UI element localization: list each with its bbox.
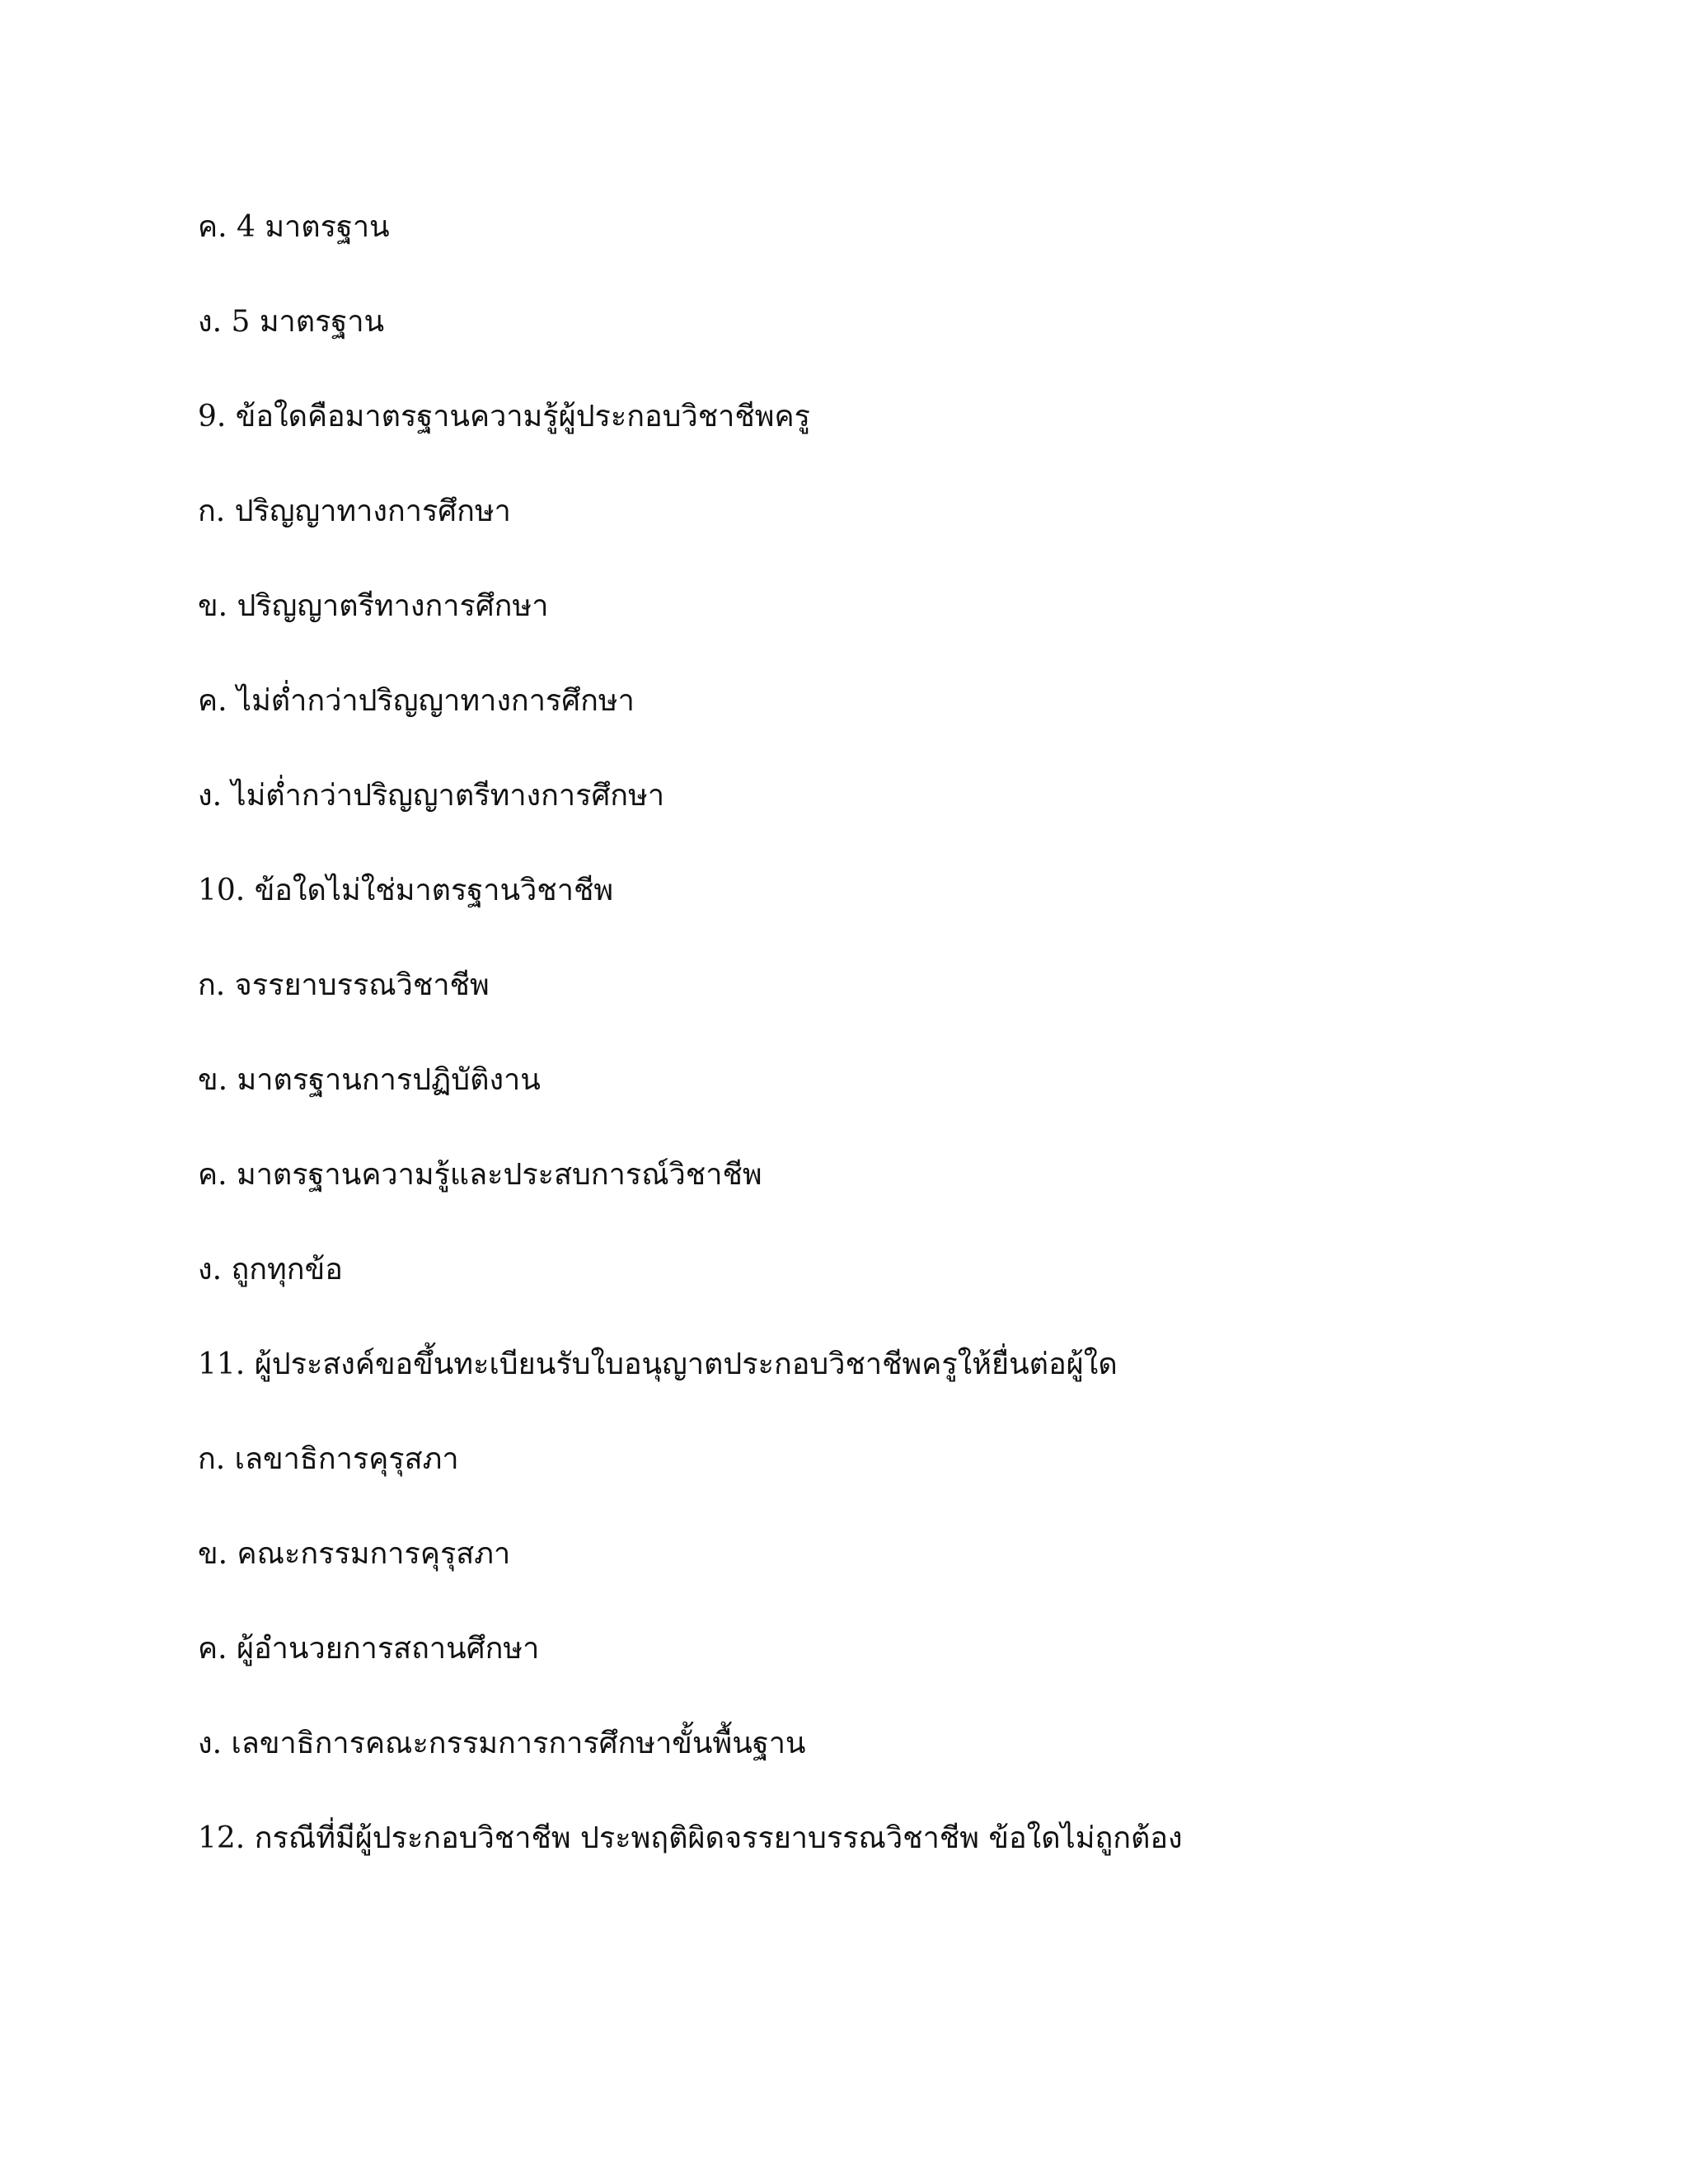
- question-11-option-d: ง. เลขาธิการคณะกรรมการการศึกษาขั้นพื้นฐาน: [198, 1727, 806, 1760]
- option-d-5-standards: ง. 5 มาตรฐาน: [198, 305, 385, 339]
- question-10-option-a: ก. จรรยาบรรณวิชาชีพ: [198, 968, 490, 1002]
- question-10-option-b: ข. มาตรฐานการปฏิบัติงาน: [198, 1063, 541, 1097]
- question-11: 11. ผู้ประสงค์ขอขึ้นทะเบียนรับใบอนุญาตประกอบวิชาชีพครูให้ยื่นต่อผู้ใด: [198, 1347, 1118, 1381]
- question-9: 9. ข้อใดคือมาตรฐานความรู้ผู้ประกอบวิชาชีพครู: [198, 400, 810, 434]
- question-9-option-a: ก. ปริญญาทางการศึกษา: [198, 494, 511, 528]
- question-10: 10. ข้อใดไม่ใช่มาตรฐานวิชาชีพ: [198, 874, 614, 907]
- question-10-option-d: ง. ถูกทุกข้อ: [198, 1253, 343, 1286]
- question-9-option-b: ข. ปริญญาตรีทางการศึกษา: [198, 589, 549, 623]
- question-9-option-c: ค. ไม่ต่ำกว่าปริญญาทางการศึกษา: [198, 684, 635, 718]
- question-11-option-a: ก. เลขาธิการคุรุสภา: [198, 1442, 459, 1476]
- question-11-option-b: ข. คณะกรรมการคุรุสภา: [198, 1537, 511, 1571]
- question-12: 12. กรณีที่มีผู้ประกอบวิชาชีพ ประพฤติผิดจรรยาบรรณวิชาชีพ ข้อใดไม่ถูกต้อง: [198, 1821, 1183, 1855]
- question-10-option-c: ค. มาตรฐานความรู้และประสบการณ์วิชาชีพ: [198, 1158, 762, 1192]
- option-c-4-standards: ค. 4 มาตรฐาน: [198, 210, 390, 244]
- question-11-option-c: ค. ผู้อำนวยการสถานศึกษา: [198, 1632, 540, 1666]
- question-9-option-d: ง. ไม่ต่ำกว่าปริญญาตรีทางการศึกษา: [198, 779, 665, 813]
